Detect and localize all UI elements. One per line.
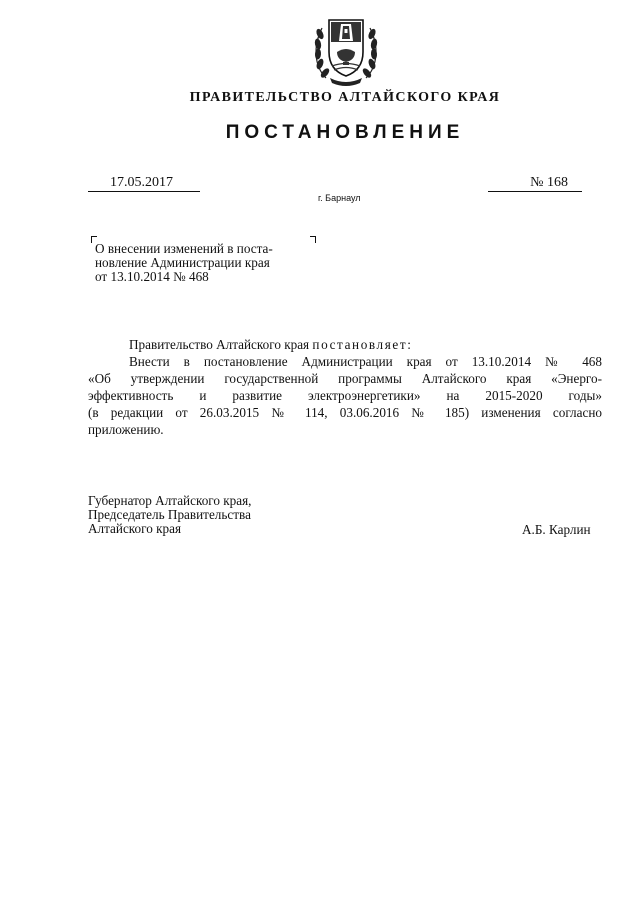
- intro-verb: постановляет:: [312, 337, 413, 352]
- document-body: [88, 336, 602, 438]
- subject-line: О внесении изменений в поста-: [95, 241, 273, 256]
- signatory-name: А.Б. Карлин: [522, 522, 591, 537]
- document-subject: [95, 242, 313, 284]
- document-number: № 168: [488, 175, 582, 192]
- intro-prefix: Правительство Алтайского края: [129, 337, 313, 352]
- body-line: Внести в постановление Администрации края от 13.10.2014 № 468: [129, 354, 602, 369]
- body-line: (в редакции от 26.03.2015 № 114, 03.06.2016 № 185) изменения согласно: [88, 405, 602, 420]
- signatory-position: [88, 494, 251, 536]
- organization-name: ПРАВИТЕЛЬСТВО АЛТАЙСКОГО КРАЯ: [189, 90, 501, 105]
- document-date: 17.05.2017: [88, 175, 200, 192]
- document-city: г. Барнаул: [318, 193, 361, 203]
- document-type-title: ПОСТАНОВЛЕНИЕ: [225, 122, 465, 143]
- body-line: приложению.: [88, 422, 164, 437]
- body-line: «Об утверждении государственной программы Алтайского края «Энерго-: [88, 371, 602, 386]
- signatory-position-line: Губернатор Алтайского края,: [88, 493, 252, 508]
- signatory-position-line: Алтайского края: [88, 521, 182, 536]
- body-line: эффективность и развитие электроэнергетики» на 2015-2020 годы»: [88, 388, 602, 403]
- subject-line: от 13.10.2014 № 468: [95, 269, 209, 284]
- resolution-intro: [88, 336, 602, 353]
- subject-line: новление Администрации края: [95, 255, 270, 270]
- coat-of-arms-icon: [310, 12, 382, 88]
- signatory-position-line: Председатель Правительства: [88, 507, 251, 522]
